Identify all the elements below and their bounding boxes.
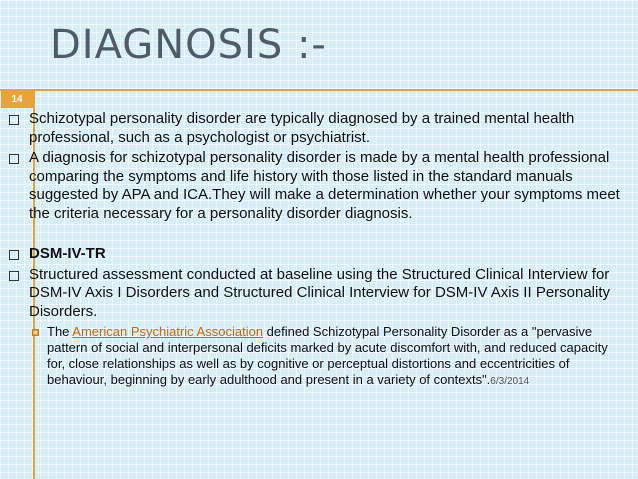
bullet-item [0, 149, 638, 223]
square-bullet-icon [9, 115, 19, 125]
bullet-text: Structured assessment conducted at baseline using the Structured Clinical Interview for DSM-IV Axis I Disorders and Structured Clinical Interview for DSM-IV Axis II Personality Disorders. [29, 265, 611, 320]
square-bullet-icon [9, 250, 19, 260]
square-bullet-icon [9, 154, 19, 164]
bullet-item-heading [0, 245, 638, 264]
bullet-heading-text: DSM-IV-TR [29, 245, 106, 262]
slide-date: 6/3/2014 [490, 376, 530, 387]
sub-bullet-prefix: The [47, 324, 73, 339]
square-bullet-icon [9, 271, 19, 281]
sub-bullet-body: defined Schizotypal Personality Disorder as a "pervasive pattern of social and interpersonal deficits marked by acute discomfort with, and reduced capacity for, close relationships as well as by cognitive or perceptual distortions and eccentricities of behaviour, beginning by early adulthood and present in a variety of contexts". [47, 324, 608, 387]
bullet-text: Schizotypal personality disorder are typically diagnosed by a trained mental health professional, such as a psychologist or psychiatrist. [29, 110, 575, 146]
slide-title: DIAGNOSIS :- [50, 22, 327, 68]
sub-bullet-item [0, 324, 638, 390]
filled-square-bullet-icon [32, 329, 39, 336]
apa-link[interactable]: American Psychiatric Association [72, 324, 264, 339]
bullet-text: A diagnosis for schizotypal personality disorder is made by a mental health professional comparing the symptoms and life history with those listed in the standard manuals suggested by APA and ICA.They will make a determination whether your symptoms meet the criteria necessary for a personality disorder diagnosis. [29, 149, 620, 222]
sub-bullet-text [47, 324, 627, 390]
slide-content [0, 110, 638, 390]
slide-number-badge: 14 [1, 91, 33, 108]
title-divider [0, 89, 638, 91]
bullet-item [0, 266, 638, 322]
bullet-item [0, 110, 638, 147]
